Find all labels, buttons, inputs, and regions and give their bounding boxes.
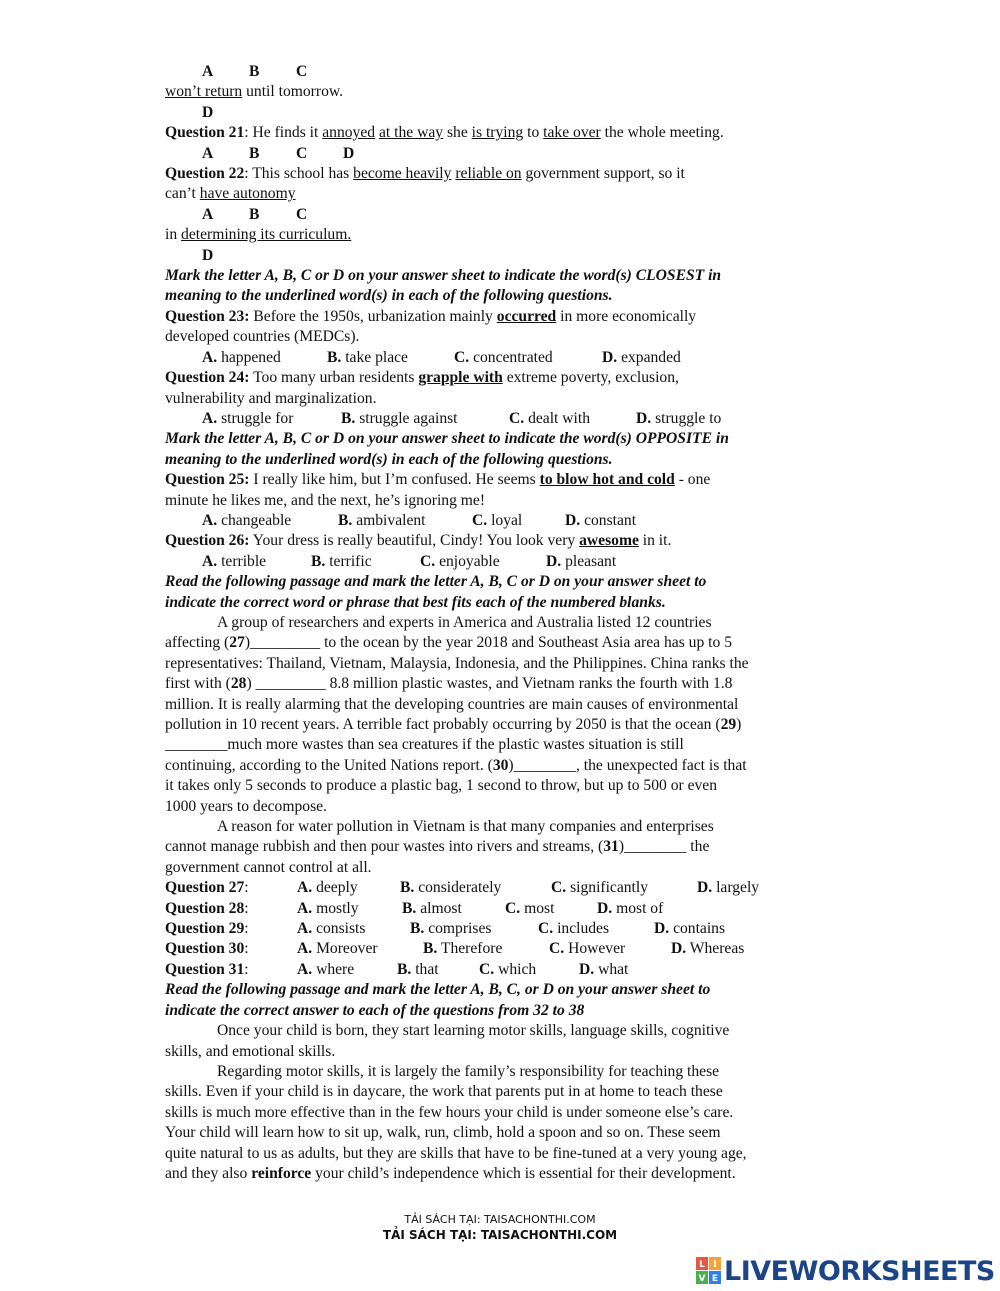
worksheet-page — [165, 62, 845, 1184]
footer-source-line: TẢI SÁCH TẠI: TAISACHONTHI.COM — [404, 1213, 596, 1226]
svg-text:E: E — [711, 1274, 719, 1284]
option-d[interactable]: D. what — [579, 960, 629, 978]
q24-options — [165, 409, 845, 429]
q20-text: won’t return until tomorrow. — [165, 83, 344, 101]
svg-text:L: L — [699, 1260, 705, 1270]
option-c[interactable]: C. However — [549, 940, 626, 958]
option-d[interactable]: D. most of — [597, 899, 664, 917]
option-a[interactable]: A. terrible — [202, 552, 267, 570]
question-26: Question 26: Your dress is really beautiful, Cindy! You look very awesome in it. — [165, 532, 672, 550]
blank-27-number: 27 — [229, 634, 245, 652]
option-d[interactable]: D. constant — [565, 511, 637, 529]
question-23-line2: developed countries (MEDCs). — [165, 328, 360, 346]
option-b[interactable]: B. considerately — [400, 879, 502, 897]
instruction-passage-1-line2: indicate the correct word or phrase that best fits each of the numbered blanks. — [165, 593, 666, 611]
option-b[interactable]: B. take place — [327, 348, 408, 366]
option-a[interactable]: A. struggle for — [202, 409, 294, 427]
instruction-opposite-line2: meaning to the underlined word(s) in each of the following questions. — [165, 450, 613, 468]
answer-row-28: Question 28: A. mostly B. almost C. most D. most of — [165, 899, 845, 919]
option-b[interactable]: B. almost — [402, 899, 462, 917]
q20-letter-d: D — [202, 103, 214, 121]
option-b[interactable]: B. struggle against — [341, 409, 458, 427]
option-b[interactable]: B. ambivalent — [338, 511, 426, 529]
instruction-opposite: Mark the letter A, B, C or D on your answer sheet to indicate the word(s) OPPOSITE in — [165, 430, 729, 448]
question-22-line3: in determining its curriculum. — [165, 226, 352, 244]
q25-options — [165, 511, 845, 531]
svg-text:V: V — [698, 1274, 706, 1284]
keyword-reinforce: reinforce — [251, 1164, 312, 1182]
option-b[interactable]: B. terrific — [311, 552, 372, 570]
q22-letter-d: D — [202, 246, 214, 264]
question-24: Question 24: Too many urban residents grapple with extreme poverty, exclusion, — [165, 369, 679, 387]
q23-options — [165, 348, 845, 368]
liveworksheets-logo-icon — [696, 1257, 722, 1285]
option-c[interactable]: C. significantly — [551, 879, 649, 897]
brand-name: LIVEWORKSHEETS — [724, 1255, 995, 1287]
option-a[interactable]: A. happened — [202, 348, 281, 366]
question-25: Question 25: I really like him, but I’m confused. He seems to blow hot and cold - one — [165, 471, 711, 489]
q22-letters: A B C — [202, 205, 308, 223]
q26-options — [165, 552, 845, 572]
option-d[interactable]: D. struggle to — [636, 409, 722, 427]
option-a[interactable]: A. Moreover — [297, 940, 378, 958]
option-a[interactable]: A. consists — [297, 920, 366, 938]
question-22: Question 22: This school has become heavily reliable on government support, so it — [165, 165, 685, 183]
option-c[interactable]: C. most — [505, 899, 555, 917]
option-a[interactable]: A. changeable — [202, 511, 292, 529]
option-b[interactable]: B. comprises — [410, 920, 492, 938]
option-c[interactable]: C. includes — [538, 920, 610, 938]
question-23: Question 23: Before the 1950s, urbanization mainly occurred in more economically — [165, 307, 697, 325]
answer-row-27: Question 27: A. deeply B. considerately C. significantly D. largely — [165, 878, 845, 898]
option-c[interactable]: C. concentrated — [454, 348, 553, 366]
answer-row-31: Question 31: A. where B. that C. which D. what — [165, 960, 845, 980]
answer-row-30: Question 30: A. Moreover B. Therefore C. However D. Whereas — [165, 939, 845, 959]
blank-28-number: 28 — [230, 675, 247, 693]
option-b[interactable]: B. that — [397, 960, 439, 978]
blank-30-number: 30 — [492, 756, 509, 774]
option-d[interactable]: D. pleasant — [546, 552, 617, 570]
option-a[interactable]: A. mostly — [297, 899, 359, 917]
option-d[interactable]: D. Whereas — [671, 940, 745, 958]
question-21: Question 21: He finds it annoyed at the way she is trying to take over the whole meeting. — [165, 124, 724, 142]
answer-options — [165, 878, 845, 980]
passage-1: A group of researchers and experts in America and Australia listed 12 countries affecting (27)_________ to the ocean by the year 2018 and Southeast Asia area has up to 5 representatives: Thailand, Vietnam, Malaysia, Indonesia, and the Philippines. China ranks the first with (28) _________ 8.8 million plastic wastes, and Vietnam ranks the fourth with 1.8 million. It is really alarming that the developing countries are main causes of environmental pollution in 10 recent years. A terrible fact probably occurring by 2050 is that the ocean (29) ________much more wastes than sea creatures if the plastic wastes situation is still continuing, according to the United Nations report. (30)________, the unexpected fact is that it takes only 5 seconds to produce a plastic bag, 1 second to throw, but up to 500 or even 1000 years to decompose. A reason for water pollution in Vietnam is that many companies and enterprises cannot manage rubbish and then pour wastes into rivers and streams, (31)________ the government cannot control at all. — [165, 613, 749, 876]
passage-2: Once your child is born, they start learning motor skills, language skills, cognitive skills, and emotional skills. Regarding motor skills, it is largely the family’s responsibility for teaching these skills. Even if your child is in daycare, the work that parents put in at home to teach these skills is much more effective than in the few hours your child is under someone else’s care. Your child will learn how to sit up, walk, run, climb, hold a spoon and so on. These seem quite natural to us as adults, but they are skills that have to be fine-tuned at a very young age, and they also reinforce your child’s independence which is essential for their development. — [165, 1022, 747, 1182]
question-24-line2: vulnerability and marginalization. — [165, 389, 377, 407]
footer-source-line-bold: TẢI SÁCH TẠI: TAISACHONTHI.COM — [382, 1228, 618, 1242]
option-a[interactable]: A. deeply — [297, 879, 358, 897]
blank-29-number: 29 — [720, 716, 737, 733]
instruction-passage-2: Read the following passage and mark the letter A, B, C, or D on your answer sheet to — [165, 981, 711, 999]
instruction-passage-2-line2: indicate the correct answer to each of the questions from 32 to 38 — [165, 1001, 585, 1019]
q20-letters: A B C — [202, 63, 308, 80]
question-22-line2: can’t have autonomy — [165, 185, 296, 203]
option-c[interactable]: C. which — [479, 960, 537, 978]
blank-31-number: 31 — [603, 838, 619, 856]
option-d[interactable]: D. expanded — [602, 348, 681, 366]
option-d[interactable]: D. contains — [654, 920, 726, 938]
instruction-closest-line2: meaning to the underlined word(s) in each of the following questions. — [165, 287, 613, 305]
instruction-closest: Mark the letter A, B, C or D on your answer sheet to indicate the word(s) CLOSEST in — [165, 267, 722, 285]
option-c[interactable]: C. dealt with — [509, 409, 590, 427]
option-a[interactable]: A. where — [297, 960, 355, 978]
liveworksheets-logo[interactable] — [696, 1256, 995, 1286]
instruction-passage-1: Read the following passage and mark the letter A, B, C or D on your answer sheet to — [165, 573, 707, 591]
option-c[interactable]: C. enjoyable — [420, 552, 500, 570]
question-25-line2: minute he likes me, and the next, he’s ignoring me! — [165, 491, 486, 509]
option-d[interactable]: D. largely — [697, 879, 760, 897]
svg-text:I: I — [713, 1260, 717, 1270]
option-c[interactable]: C. loyal — [472, 511, 523, 529]
q21-letters: A B C D — [202, 144, 355, 162]
answer-row-29: Question 29: A. consists B. comprises C. includes D. contains — [165, 919, 845, 939]
option-b[interactable]: B. Therefore — [423, 940, 503, 958]
